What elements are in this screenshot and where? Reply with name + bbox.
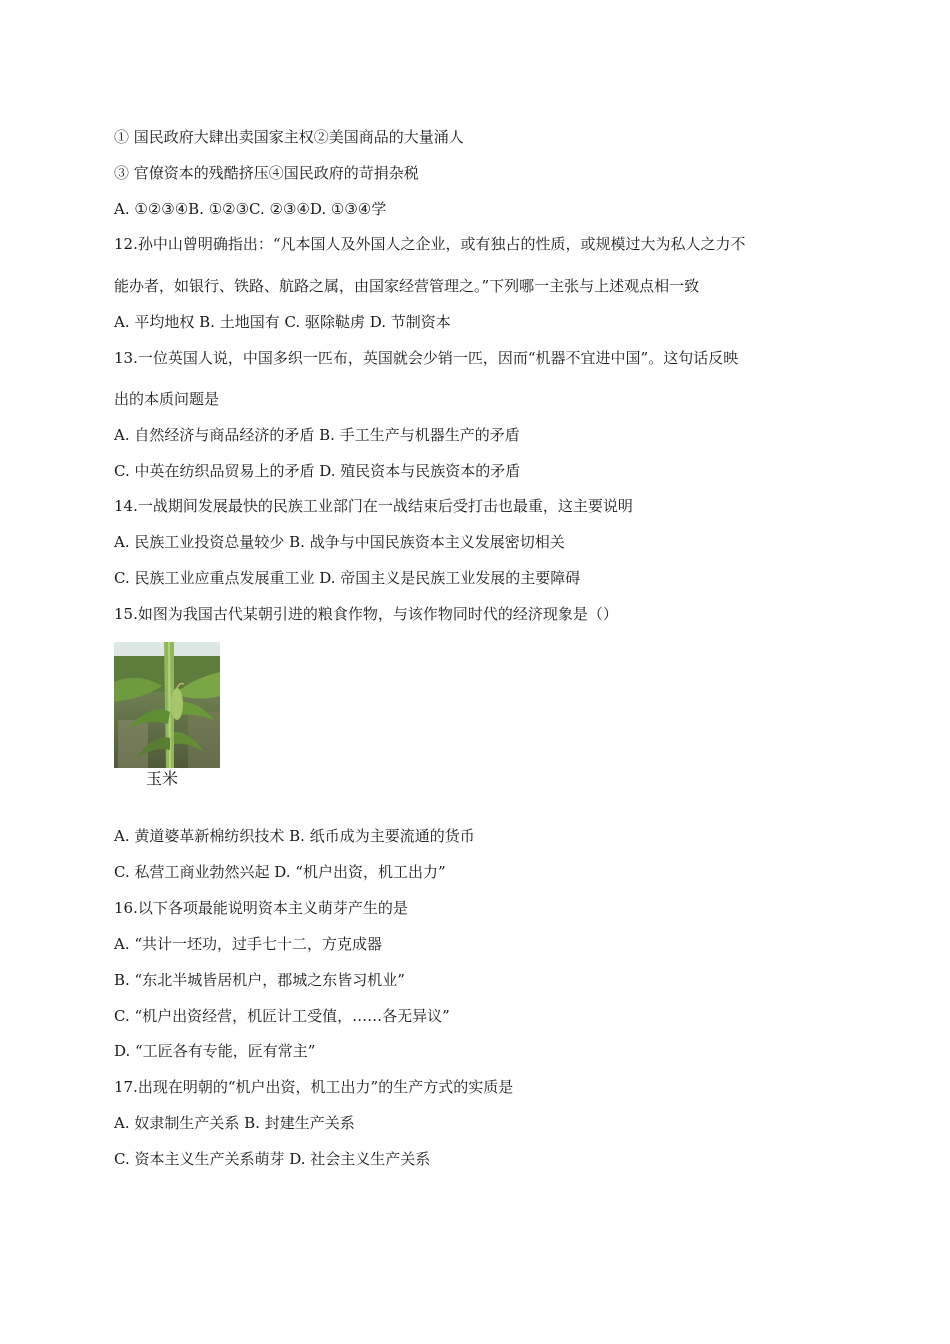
question-14-stem: 14.一战期间发展最快的民族工业部门在一战结束后受打击也最重，这主要说明 (114, 497, 633, 515)
question-16-option-b: B. “东北半城皆居机户，郡城之东皆习机业” (114, 971, 405, 989)
text-line-2: ③ 官僚资本的残酷挤压④国民政府的苛捐杂税 (114, 164, 419, 182)
question-14-option-cd: C. 民族工业应重点发展重工业 D. 帝国主义是民族工业发展的主要障碍 (114, 569, 581, 587)
question-16-option-c: C. “机户出资经营，机匠计工受值，……各无异议” (114, 1007, 450, 1025)
question-17-option-ab: A. 奴隶制生产关系 B. 封建生产关系 (114, 1114, 355, 1132)
question-17-stem: 17.出现在明朝的“机户出资，机工出力”的生产方式的实质是 (114, 1078, 514, 1096)
text-line-3: A. ①②③④B. ①②③C. ②③④D. ①③④学 (114, 200, 387, 218)
question-12-options: A. 平均地权 B. 土地国有 C. 驱除鞑虏 D. 节制资本 (114, 313, 451, 331)
corn-figure (114, 642, 222, 792)
text-line-1: ① 国民政府大肆出卖国家主权②美国商品的大量涌人 (114, 128, 464, 146)
question-16-stem: 16.以下各项最能说明资本主义萌芽产生的是 (114, 899, 408, 917)
question-13-option-cd: C. 中英在纺织品贸易上的矛盾 D. 殖民资本与民族资本的矛盾 (114, 462, 521, 480)
question-13-line-2: 出的本质问题是 (114, 390, 220, 408)
question-14-option-ab: A. 民族工业投资总量较少 B. 战争与中国民族资本主义发展密切相关 (114, 533, 565, 551)
question-12-line-1: 12.孙中山曾明确指出：“凡本国人及外国人之企业，或有独占的性质，或规模过大为私人之力不 (114, 235, 746, 253)
figure-caption: 玉米 (146, 769, 179, 788)
question-13-line-1: 13.一位英国人说，中国多织一匹布，英国就会少销一匹，因而“机器不宜进中国”。这句话反映 (114, 349, 739, 367)
question-12-line-2: 能办者，如银行、铁路、航路之属，由国家经营管理之。”下列哪一主张与上述观点相一致 (114, 277, 700, 295)
question-17-option-cd: C. 资本主义生产关系萌芽 D. 社会主义生产关系 (114, 1150, 431, 1168)
question-16-option-d: D. “工匠各有专能，匠有常主” (114, 1042, 316, 1060)
question-16-option-a: A. “共计一坯功，过手七十二，方克成器 (114, 935, 383, 953)
question-15-option-cd: C. 私营工商业勃然兴起 D. “机户出资，机工出力” (114, 863, 446, 881)
question-15-option-ab: A. 黄道婆革新棉纺织技术 B. 纸币成为主要流通的货币 (114, 827, 475, 845)
question-13-option-ab: A. 自然经济与商品经济的矛盾 B. 手工生产与机器生产的矛盾 (114, 426, 520, 444)
corn-photo (114, 642, 220, 768)
question-15-stem: 15.如图为我国古代某朝引进的粮食作物，与该作物同时代的经济现象是（） (114, 605, 618, 623)
